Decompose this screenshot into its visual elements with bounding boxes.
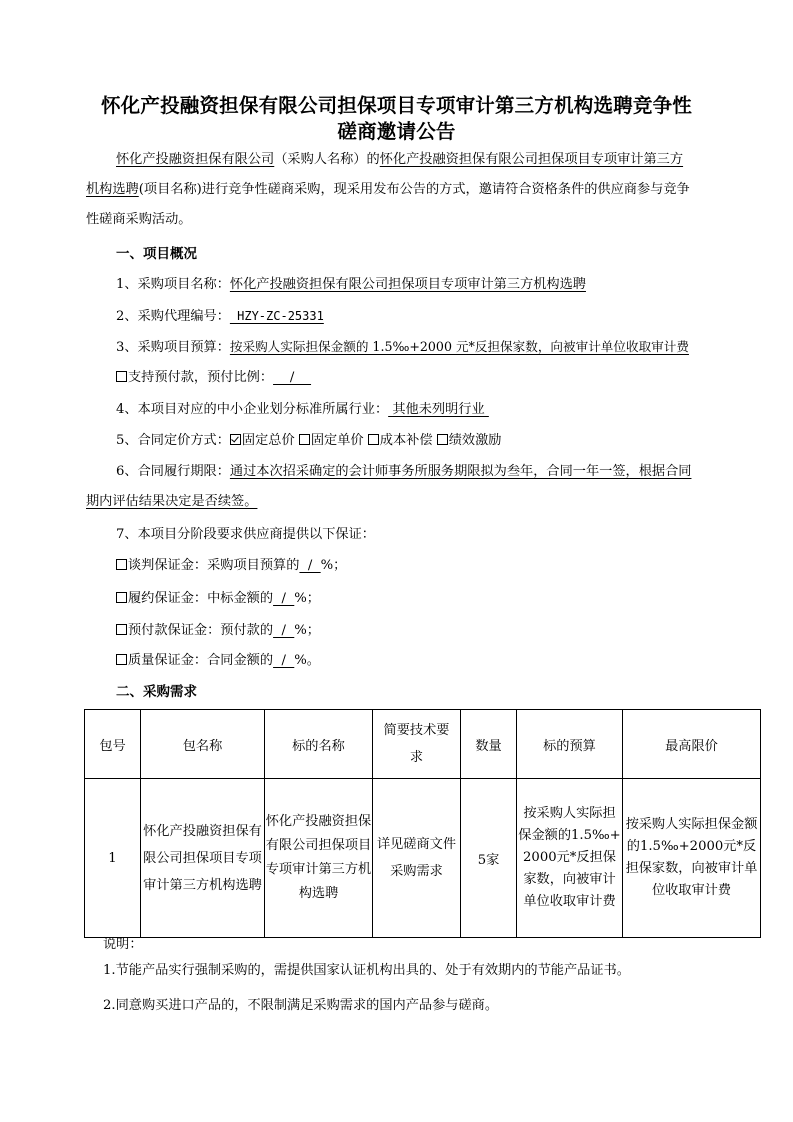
guarantee-prepay-suffix: %；: [294, 623, 320, 638]
guarantee-performance-checkbox[interactable]: [116, 592, 127, 603]
notes-label: 说明：: [103, 937, 143, 952]
note-1: 1.节能产品实行强制采购的，需提供国家认证机构出具的、处于有效期内的节能产品证书。: [103, 963, 630, 978]
guarantee-quality: [116, 652, 320, 670]
item6-cont: [86, 493, 257, 511]
section1-heading: 一、项目概况: [116, 246, 197, 262]
cell-package-no: 1: [85, 779, 141, 938]
guarantee-quality-label: 质量保证金：合同金额的: [128, 653, 274, 668]
cell-subject-name: 怀化产投融资担保有限公司担保项目专项审计第三方机构选聘: [265, 779, 373, 938]
table-row: [85, 779, 761, 938]
project-name-a: 怀化产投融资担保有限公司担保项目专项审计第三方: [379, 152, 684, 167]
fixed-total-label: 固定总价: [241, 433, 295, 448]
prepay-line: [116, 369, 311, 387]
intro-line3: 性磋商采购活动。: [86, 212, 192, 227]
item2-value: HZY-ZC-25331: [229, 309, 324, 323]
guarantee-negotiation-checkbox[interactable]: [116, 559, 127, 570]
cell-package-name: 怀化产投融资担保有限公司担保项目专项审计第三方机构选聘: [141, 779, 265, 938]
project-name-b: 机构选聘: [86, 182, 139, 197]
item3-label: 3、采购项目预算：: [116, 340, 230, 355]
cell-tech-req: 详见磋商文件采购需求: [373, 779, 461, 938]
document-title-line1: 怀化产投融资担保有限公司担保项目专项审计第三方机构选聘竞争性: [100, 94, 692, 117]
header-subject-name: 标的名称: [265, 710, 373, 779]
header-package-name: 包名称: [141, 710, 265, 779]
item3: [116, 338, 689, 357]
guarantee-negotiation: [116, 557, 346, 575]
header-tech-req: 简要技术要求: [373, 710, 461, 779]
table-header-row: [85, 710, 761, 779]
guarantee-negotiation-suffix: %；: [320, 558, 347, 573]
cost-comp-label: 成本补偿: [379, 433, 433, 448]
cell-budget: 按采购人实际担保金额的1.5‰+2000元*反担保家数，向被审计单位收取审计费: [517, 779, 623, 938]
guarantee-performance-label: 履约保证金：中标金额的: [128, 591, 274, 606]
prepay-checkbox[interactable]: [116, 371, 127, 382]
guarantee-quality-value: /: [273, 653, 295, 668]
item6-value-b: 期内评估结果决定是否续签。: [86, 494, 258, 509]
guarantee-performance-suffix: %；: [294, 591, 320, 606]
item2-label: 2、采购代理编号：: [116, 309, 230, 324]
guarantee-prepay-value: /: [273, 623, 295, 638]
cell-quantity: 5家: [461, 779, 517, 938]
item4: [116, 401, 489, 419]
item5: [116, 432, 502, 450]
guarantee-quality-suffix: %。: [294, 653, 320, 668]
item1-label: 1、采购项目名称：: [116, 277, 230, 292]
performance-checkbox[interactable]: [437, 434, 448, 445]
purchaser-name: 怀化产投融资担保有限公司: [116, 152, 275, 167]
guarantee-prepay: [116, 622, 320, 640]
guarantee-prepay-checkbox[interactable]: [116, 624, 127, 635]
section2-heading: 二、采购需求: [116, 684, 197, 700]
header-package-no: 包号: [85, 710, 141, 779]
header-budget: 标的预算: [517, 710, 623, 779]
guarantee-prepay-label: 预付款保证金：预付款的: [128, 623, 274, 638]
purchaser-note: （采购人名称）的: [274, 152, 380, 167]
fixed-unit-label: 固定单价: [310, 433, 364, 448]
item1: [116, 276, 586, 294]
guarantee-negotiation-value: /: [299, 558, 321, 573]
fixed-unit-checkbox[interactable]: [299, 434, 310, 445]
item4-value: 其他未列明行业: [388, 402, 489, 417]
item5-label: 5、合同定价方式：: [116, 433, 230, 448]
intro-rest-a: (项目名称)进行竞争性磋商采购，现采用发布公告的方式，邀请符合资格条件的供应商参与竞争: [138, 182, 690, 197]
header-max-price: 最高限价: [623, 710, 761, 779]
fixed-total-checkbox[interactable]: [230, 434, 241, 445]
guarantee-negotiation-label: 谈判保证金：采购项目预算的: [128, 558, 300, 573]
intro-line2: [86, 181, 690, 199]
item3-value: 按采购人实际担保金额的 1.5‰+2000 元*反担保家数，向被审计单位收取审计费: [229, 339, 689, 354]
document-title-line2: 磋商邀请公告: [337, 120, 456, 143]
procurement-table: [84, 709, 761, 938]
item6-label: 6、合同履行期限：: [116, 464, 230, 479]
guarantee-performance-value: /: [273, 591, 295, 606]
performance-label: 绩效激励: [448, 433, 502, 448]
header-quantity: 数量: [461, 710, 517, 779]
item6-value-a: 通过本次招采确定的会计师事务所服务期限拟为叁年，合同一年一签，根据合同: [229, 464, 692, 479]
item6: [116, 463, 691, 481]
guarantee-quality-checkbox[interactable]: [116, 654, 127, 665]
item1-value: 怀化产投融资担保有限公司担保项目专项审计第三方机构选聘: [229, 277, 586, 292]
prepay-label: 支持预付款，预付比例：: [128, 370, 274, 385]
cell-max-price: 按采购人实际担保金额的1.5‰+2000元*反担保家数，向被审计单位收取审计费: [623, 779, 761, 938]
cost-comp-checkbox[interactable]: [368, 434, 379, 445]
prepay-value: /: [273, 370, 312, 385]
intro-line1: [116, 151, 683, 169]
item7: 7、本项目分阶段要求供应商提供以下保证：: [116, 527, 375, 542]
guarantee-performance: [116, 590, 320, 608]
note-2: 2.同意购买进口产品的，不限制满足采购需求的国内产品参与磋商。: [103, 998, 499, 1013]
item2: [116, 307, 324, 326]
item4-label: 4、本项目对应的中小企业划分标准所属行业：: [116, 402, 389, 417]
